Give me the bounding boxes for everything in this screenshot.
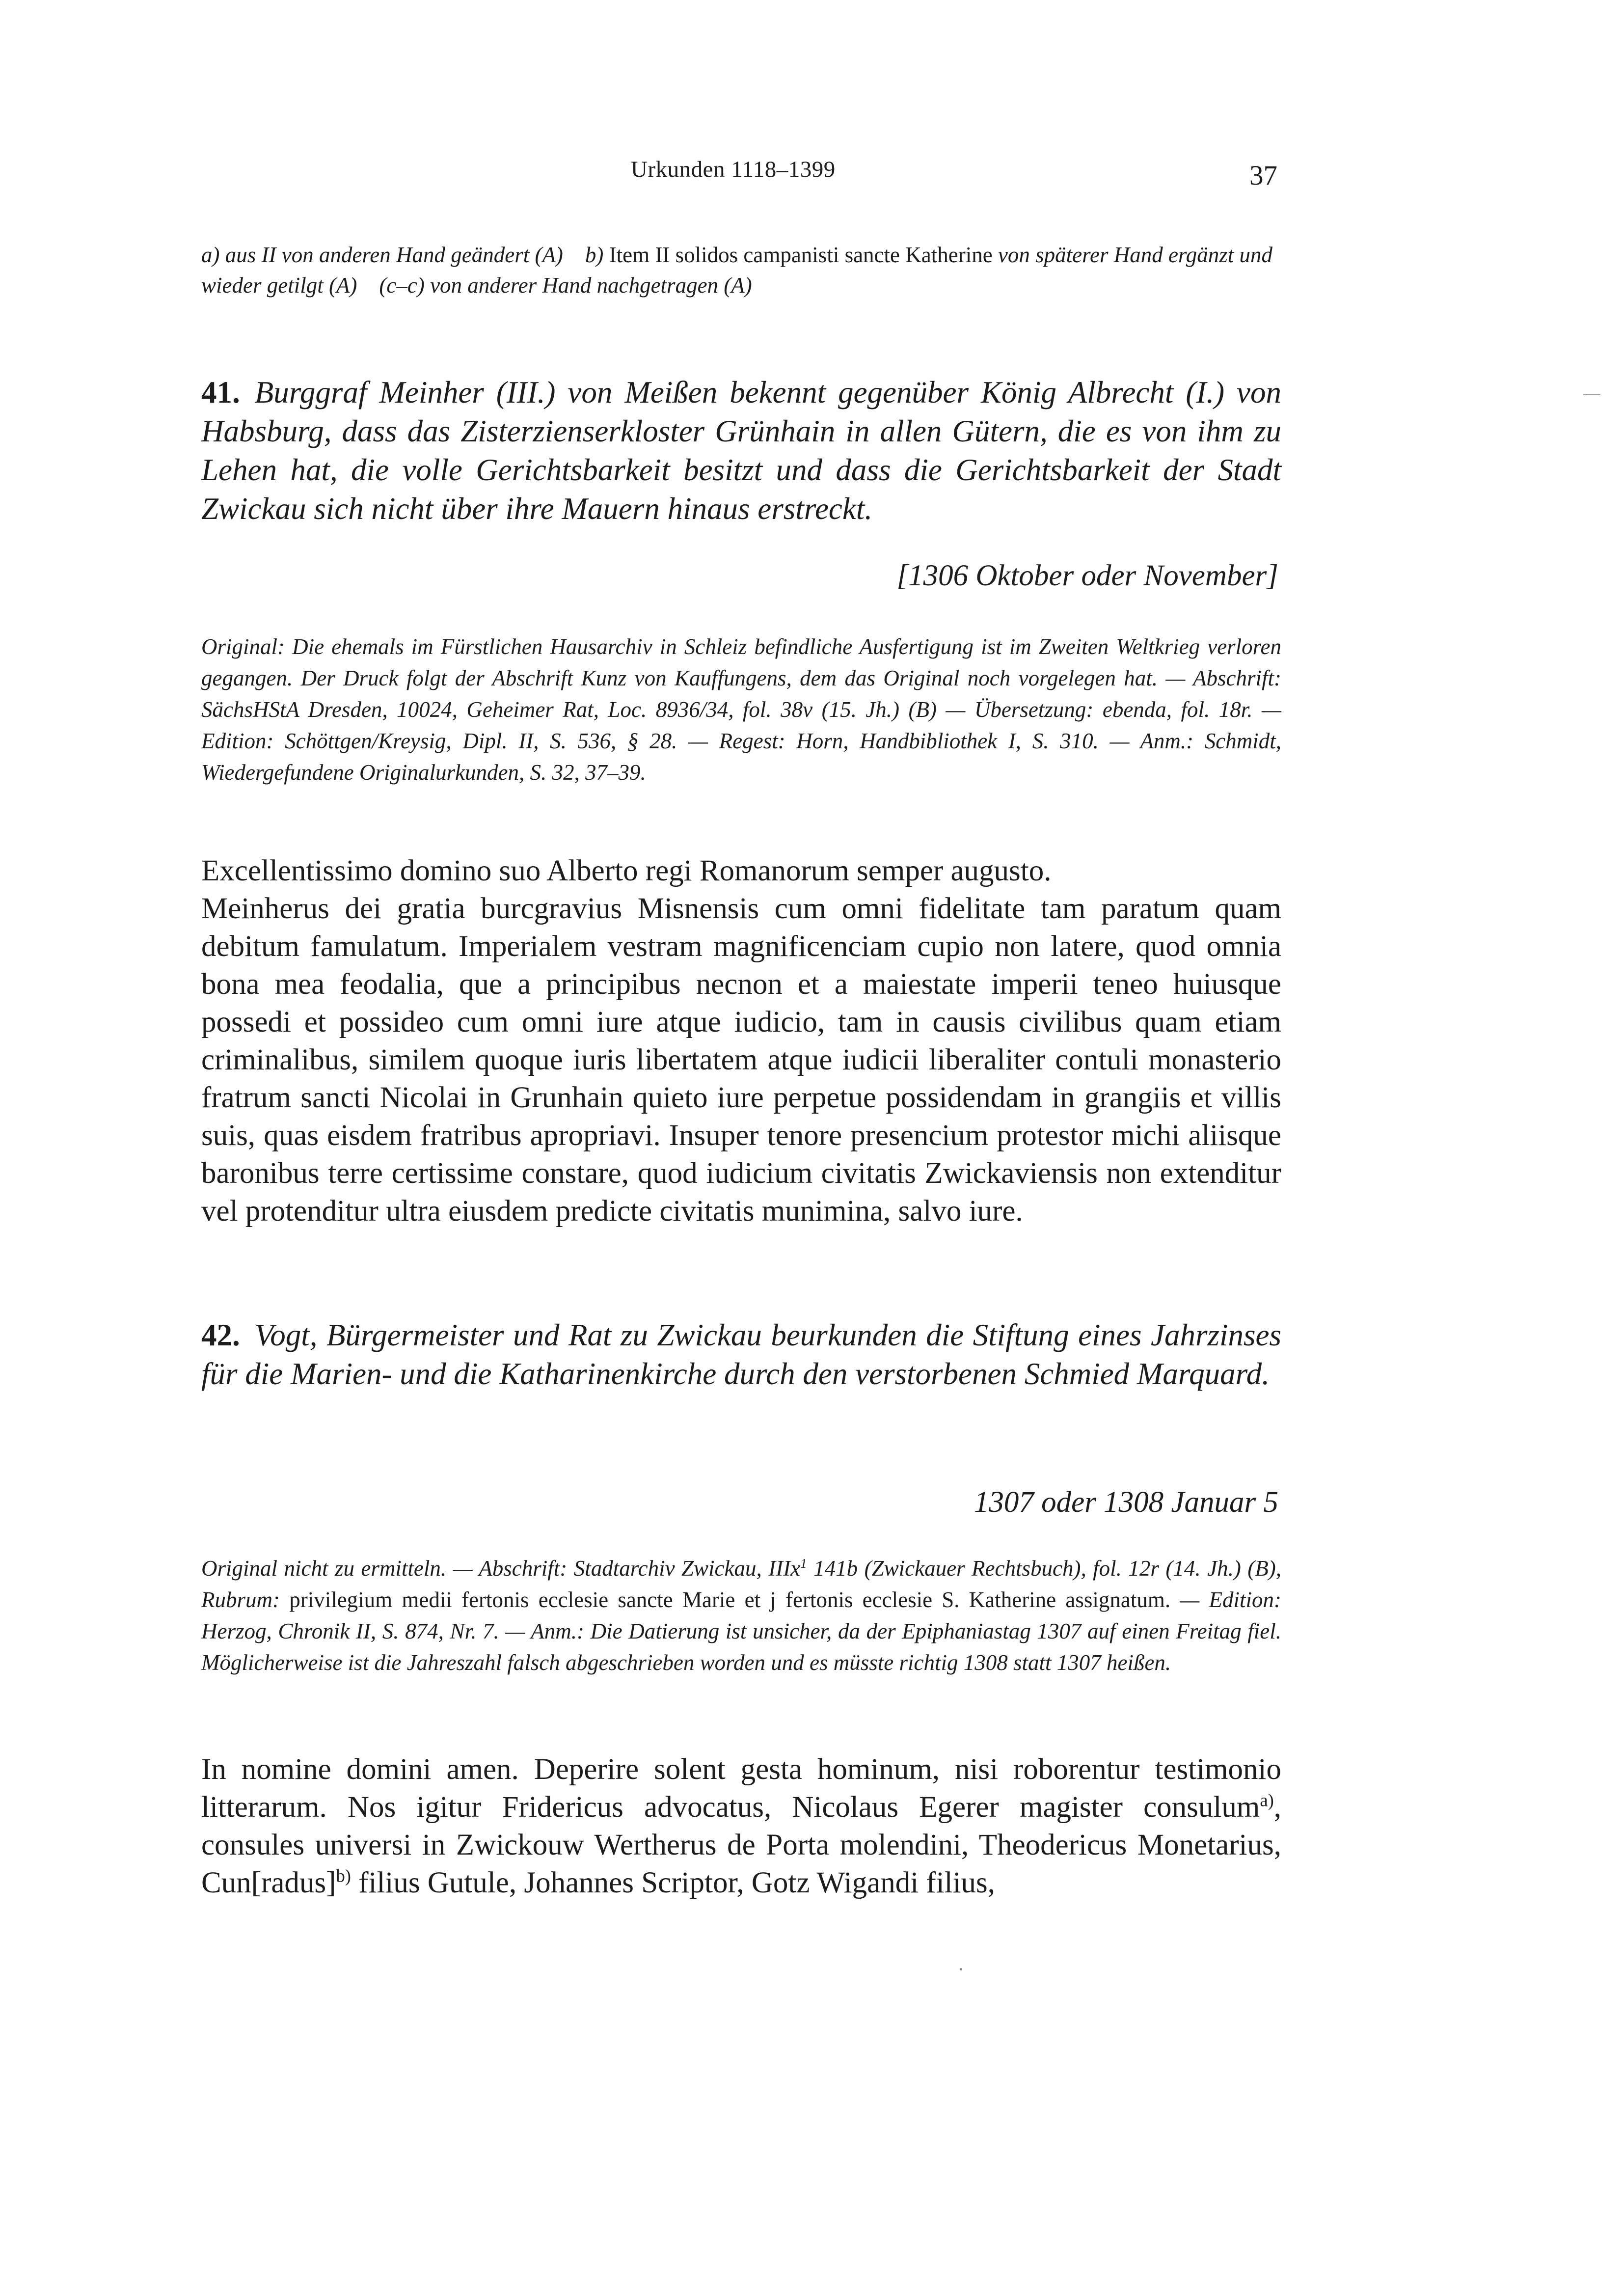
entry-42-text-part1: In nomine domini amen. Deperire solent gesta hominum, nisi roborentur testimonio litterarum. Nos igitur Fridericus advocatus, Nicolaus Egerer magister consulum (201, 1753, 1281, 1824)
apparatus-a-label: a) (201, 243, 220, 267)
apparatus-c-text: (c–c) von anderer Hand nachgetragen (A) (379, 273, 752, 298)
apparatus-a-text: aus II von anderen Hand geändert (A) (225, 243, 563, 267)
entry-41-title-text: Burggraf Meinher (III.) von Meißen bekennt gegenüber König Albrecht (I.) von Habsburg, dass das Zisterzienserkloster Grünhain in allen Gütern, die es von ihm zu Lehen hat, die volle Gerichtsbarkeit besitzt und dass die Gerichtsbarkeit der Stadt Zwickau sich nicht über ihre Mauern hinaus erstreckt. (201, 375, 1281, 526)
apparatus-b-text-italic: von späterer Hand ergänzt und wieder getilgt (A) (201, 243, 1273, 298)
entry-41-number: 41. (201, 375, 240, 410)
entry-42-text-part3: filius Gutule, Johannes Scriptor, Gotz Wigandi filius, (351, 1866, 996, 1899)
entry-42-note-part3: — Edition: Herzog, Chronik II, S. 874, Nr. 7. — Anm.: Die Datierung ist unsicher, da der Epiphaniastag 1307 auf einen Freitag fiel. Möglicherweise ist die Jahreszahl falsch abgeschrieben worden und es müsste richtig 1308 statt 1307 heißen. (201, 1587, 1281, 1675)
entry-41-title (201, 373, 1281, 528)
entry-42-note (201, 1553, 1281, 1678)
apparatus-b-text-roman: Item II solidos campanisti sancte Katherine (609, 243, 993, 267)
running-title: Urkunden 1118–1399 (631, 157, 836, 182)
entry-41-text (201, 852, 1281, 1230)
entry-41-note: Original: Die ehemals im Fürstlichen Hausarchiv in Schleiz befindliche Ausfertigung ist im Zweiten Weltkrieg verloren gegangen. Der Druck folgt der Abschrift Kunz von Kauffungens, dem das Original noch vorgelegen hat. — Abschrift: SächsHStA Dresden, 10024, Geheimer Rat, Loc. 8936/34, fol. 38v (15. Jh.) (B) — Übersetzung: ebenda, fol. 18r. — Edition: Schöttgen/Kreysig, Dipl. II, S. 536, § 28. — Regest: Horn, Handbibliothek I, S. 310. — Anm.: Schmidt, Wiedergefundene Originalurkunden, S. 32, 37–39. (201, 634, 1281, 785)
entry-42-date: 1307 oder 1308 Januar 5 (974, 1486, 1278, 1519)
entry-41-body: Meinherus dei gratia burcgravius Misnensis cum omni fidelitate tam paratum quam debitum famulatum. Imperialem vestram magnificenciam cupio non latere, quod omnia bona mea feodalia, que a principibus necnon et a maiestate imperii teneo huiusque possedi et possideo cum omni iure atque iudicio, tam in causis civilibus quam etiam criminalibus, similem quoque iuris libertatem atque iudicii liberaliter contuli monasterio fratrum sancti Nicolai in Grunhain quieto iure perpetue possidendam in grangiis et villis suis, quas eisdem fratribus apropriavi. Insuper tenore presencium protestor michi aliisque baronibus terre certissime constare, quod iudicium civitatis Zwickaviensis non extenditur vel protenditur ultra eiusdem predicte civitatis munimina, salvo iure. (201, 892, 1281, 1228)
entry-42-title (201, 1316, 1281, 1394)
entry-42-body (201, 1750, 1281, 1902)
entry-42-note-part1: Original nicht zu ermitteln. — Abschrift: Stadtarchiv Zwickau, IIIx (201, 1556, 801, 1581)
entry-41-date: [1306 Oktober oder November] (896, 559, 1278, 592)
margin-mark (1583, 394, 1600, 395)
entry-42-title-text: Vogt, Bürgermeister und Rat zu Zwickau beurkunden die Stiftung eines Jahrzinses für die Marien- und die Katharinenkirche durch den verstorbenen Schmied Marquard. (201, 1318, 1281, 1391)
entry-41-salutation: Excellentissimo domino suo Alberto regi Romanorum semper augusto. (201, 854, 1052, 887)
scan-speck (960, 1968, 962, 1970)
entry-42-number: 42. (201, 1318, 240, 1352)
entry-42-text-part2: , consules universi in Zwickouw Wertherus de Porta molendini, Theodericus Monetarius, Cun[radus] (201, 1791, 1281, 1899)
critical-apparatus (201, 240, 1281, 301)
entry-42-note-part2: 141b (Zwickauer Rechtsbuch), fol. 12r (14. Jh.) (B), Rubrum: (201, 1556, 1281, 1612)
apparatus-b-label: b) (585, 243, 604, 267)
entry-42-text (201, 1750, 1281, 1902)
entry-42-rubrum: privilegium medii fertonis ecclesie sancte Marie et j fertonis ecclesie S. Katherine assignatum. (289, 1587, 1171, 1612)
entry-42-note-sup: 1 (800, 1556, 807, 1571)
page-number: 37 (1249, 160, 1277, 191)
footnote-a-ref: a) (1260, 1790, 1274, 1810)
footnote-b-ref: b) (336, 1865, 351, 1886)
